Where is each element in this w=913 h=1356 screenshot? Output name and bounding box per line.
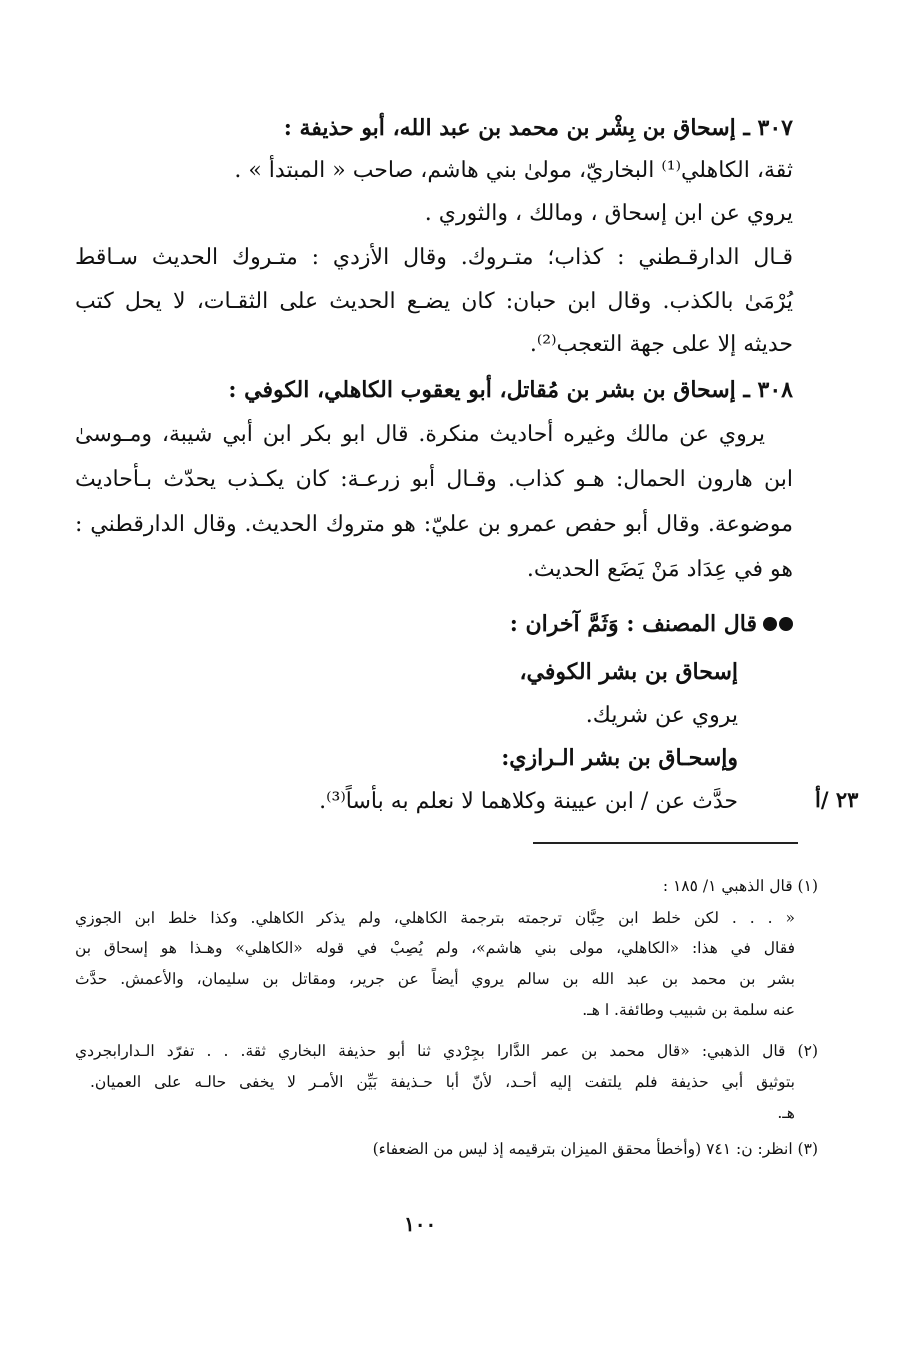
person-2-name: وإسحـاق بن بشر الـرازي: [501, 745, 738, 771]
footnote-separator [533, 842, 798, 844]
footnote-1-line-3: بشر بن محمد بن عبد الله بن سالم يروي أيضاً عن جرير، ومقاتل بن سليمان، والأعمش. حدَّث [75, 970, 795, 988]
entry-307-line-4: يُرْمَىٰ بالكذب. وقال ابن حبان: كان يضـع الحديث على الثقـات، لا يحل كتب [75, 289, 793, 314]
person-2-text: حدَّث عن / ابن عيينة وكلاهما لا نعلم به بأساً⁽³⁾. [319, 789, 738, 814]
footnote-2-line-3: هـ. [777, 1104, 795, 1122]
page-number: ١٠٠ [404, 1212, 437, 1236]
entry-308-line-2: ابن هارون الحمال: هـو كذاب. وقـال أبو زرعـة: كان يكـذب يحدّث بـأحاديث [75, 467, 793, 492]
entry-307-line-1: ثقة، الكاهلي⁽¹⁾ البخاريّ، مولىٰ بني هاشم، صاحب « المبتدأ » . [234, 158, 793, 183]
person-1-text: يروي عن شريك. [585, 703, 738, 728]
entry-307-line-3: قـال الدارقـطني : كذاب؛ متـروك. وقال الأزدي : متـروك الحديث سـاقط [75, 245, 793, 270]
bullet-dot-right [779, 617, 793, 631]
footnote-1-title: (١) قال الذهبي ١/ ١٨٥ : [662, 877, 818, 895]
footnote-2-line-1: (٢) قال الذهبي: «قال محمد بن عمر الدَّارا بجِرْدي ثنا أبو حذيفة البخاري ثقة. . . تفرّد الـدارابجردي [75, 1042, 818, 1060]
footnote-3: (٣) انظر: ن: ٧٤١ (وأخطأ محقق الميزان بترقيمه إذ ليس من الضعفاء) [372, 1140, 818, 1158]
manuscript-folio-note: ٢٣ /أ [815, 787, 859, 812]
entry-307-heading: ٣٠٧ ـ إسحاق بن بِشْر بن محمد بن عبد الله، أبو حذيفة : [283, 115, 793, 141]
person-1-name: إسحاق بن بشر الكوفي، [519, 659, 738, 685]
footnote-2-line-2: بتوثيق أبي حذيفة فلم يلتفت إليه أحـد، لأنّ أبا حـذيفة بَيِّن الأمـر لا يخفى حالـه على العميان. [90, 1073, 795, 1091]
footnote-1-line-2: فقال في هذا: «الكاهلي، مولى بني هاشم»، ولم يُصِبْ في قوله «الكاهلي» وهـذا هو إسحاق بن [75, 939, 795, 957]
footnote-1-line-1: « . . . لكن خلط ابن حِبَّان ترجمته بترجمة الكاهلي، ولم يذكر الكاهلي. وكذا خلط ابن الجوزي [75, 909, 795, 927]
entry-308-line-3: موضوعة. وقال أبو حفص عمرو بن عليّ: هو متروك الحديث. وقال الدارقطني : [75, 512, 793, 537]
entry-307-line-2: يروي عن ابن إسحاق ، ومالك ، والثوري . [424, 201, 793, 226]
entry-308-line-1: يروي عن مالك وغيره أحاديث منكرة. قال ابو بكر ابن أبي شيبة، ومـوسىٰ [75, 422, 765, 447]
author-note-intro: قال المصنف : وَثَمَّ آخران : [509, 611, 757, 637]
entry-308-line-4: هو في عِدَاد مَنْ يَضَع الحديث. [526, 557, 793, 582]
entry-308-heading: ٣٠٨ ـ إسحاق بن بشر بن مُقاتل، أبو يعقوب الكاهلي، الكوفي : [228, 377, 793, 403]
bullet-dot-left [763, 617, 777, 631]
entry-307-line-5: حديثه إلا على جهة التعجب⁽²⁾. [529, 332, 793, 357]
footnote-1-line-4: عنه سلمة بن شبيب وطائفة. ا هـ. [582, 1001, 795, 1019]
